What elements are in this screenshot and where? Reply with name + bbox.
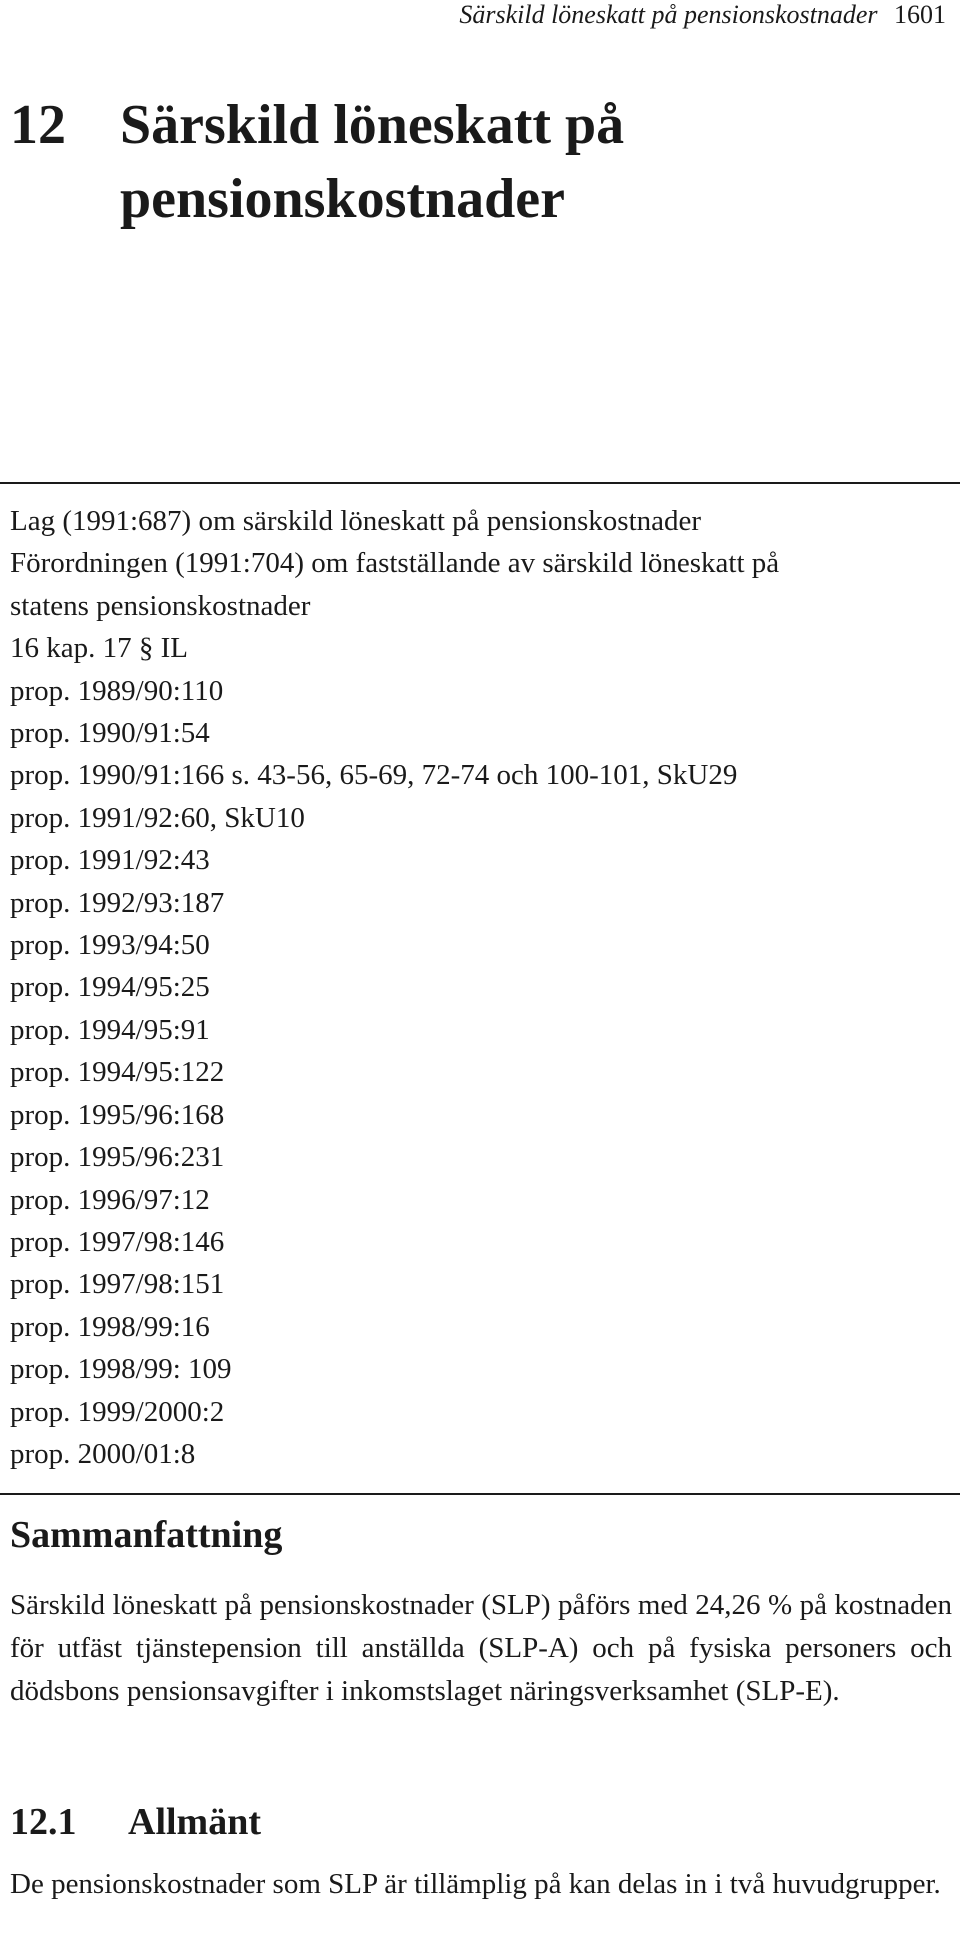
chapter-title: Särskild löneskatt på pensionskostnader <box>120 94 625 230</box>
top-rule <box>0 482 960 484</box>
section-title: Allmänt <box>128 1801 261 1843</box>
page-number: 1601 <box>894 0 946 29</box>
reference-item: prop. 1990/91:54 <box>10 717 210 750</box>
reference-item: prop. 1995/96:231 <box>10 1141 225 1174</box>
reference-item: Lag (1991:687) om särskild löneskatt på pensionskostnader <box>10 505 702 537</box>
section-number: 12.1 <box>10 1801 77 1843</box>
bottom-rule <box>0 1493 960 1495</box>
reference-item: prop. 1997/98:146 <box>10 1225 225 1258</box>
reference-item: prop. 1998/99: 109 <box>10 1353 232 1386</box>
reference-item: prop. 1992/93:187 <box>10 886 225 919</box>
reference-item: Förordningen (1991:704) om fastställande av särskild löneskatt på <box>10 547 780 580</box>
chapter-heading <box>10 88 910 236</box>
reference-item: prop. 2000/01:8 <box>10 1437 196 1470</box>
reference-item: prop. 1994/95:91 <box>10 1013 210 1046</box>
reference-item: prop. 1990/91:166 s. 43-56, 65-69, 72-74 och 100-101, SkU29 <box>10 759 738 792</box>
chapter-number: 12 <box>10 94 66 156</box>
reference-item: prop. 1999/2000:2 <box>10 1395 225 1428</box>
reference-item: prop. 1991/92:43 <box>10 844 210 877</box>
reference-item: prop. 1989/90:110 <box>10 674 224 707</box>
running-header <box>0 0 960 30</box>
reference-item: statens pensionskostnader <box>10 589 311 622</box>
section-heading <box>10 1798 261 1846</box>
reference-list <box>10 500 950 1475</box>
reference-item: prop. 1995/96:168 <box>10 1098 225 1131</box>
summary-paragraph: Särskild löneskatt på pensionskostnader (SLP) påförs med 24,26 % på kostnaden för utfäst tjänstepension till anställda (SLP-A) och på fysiska personers och dödsbons pensionsavgifter i inkomstslaget näringsverksamhet (SLP-E). <box>10 1589 952 1707</box>
reference-item: 16 kap. 17 § IL <box>10 632 188 665</box>
summary-heading: Sammanfattning <box>10 1514 283 1556</box>
running-title: Särskild löneskatt på pensionskostnader <box>459 0 878 29</box>
reference-item: prop. 1991/92:60, SkU10 <box>10 801 305 834</box>
section-paragraph: De pensionskostnader som SLP är tillämplig på kan delas in i två huvudgrupper. <box>10 1868 941 1900</box>
reference-item: prop. 1996/97:12 <box>10 1183 210 1216</box>
reference-item: prop. 1994/95:122 <box>10 1056 225 1089</box>
reference-item: prop. 1994/95:25 <box>10 971 210 1004</box>
reference-item: prop. 1997/98:151 <box>10 1268 225 1301</box>
reference-item: prop. 1998/99:16 <box>10 1310 210 1343</box>
reference-item: prop. 1993/94:50 <box>10 929 210 962</box>
